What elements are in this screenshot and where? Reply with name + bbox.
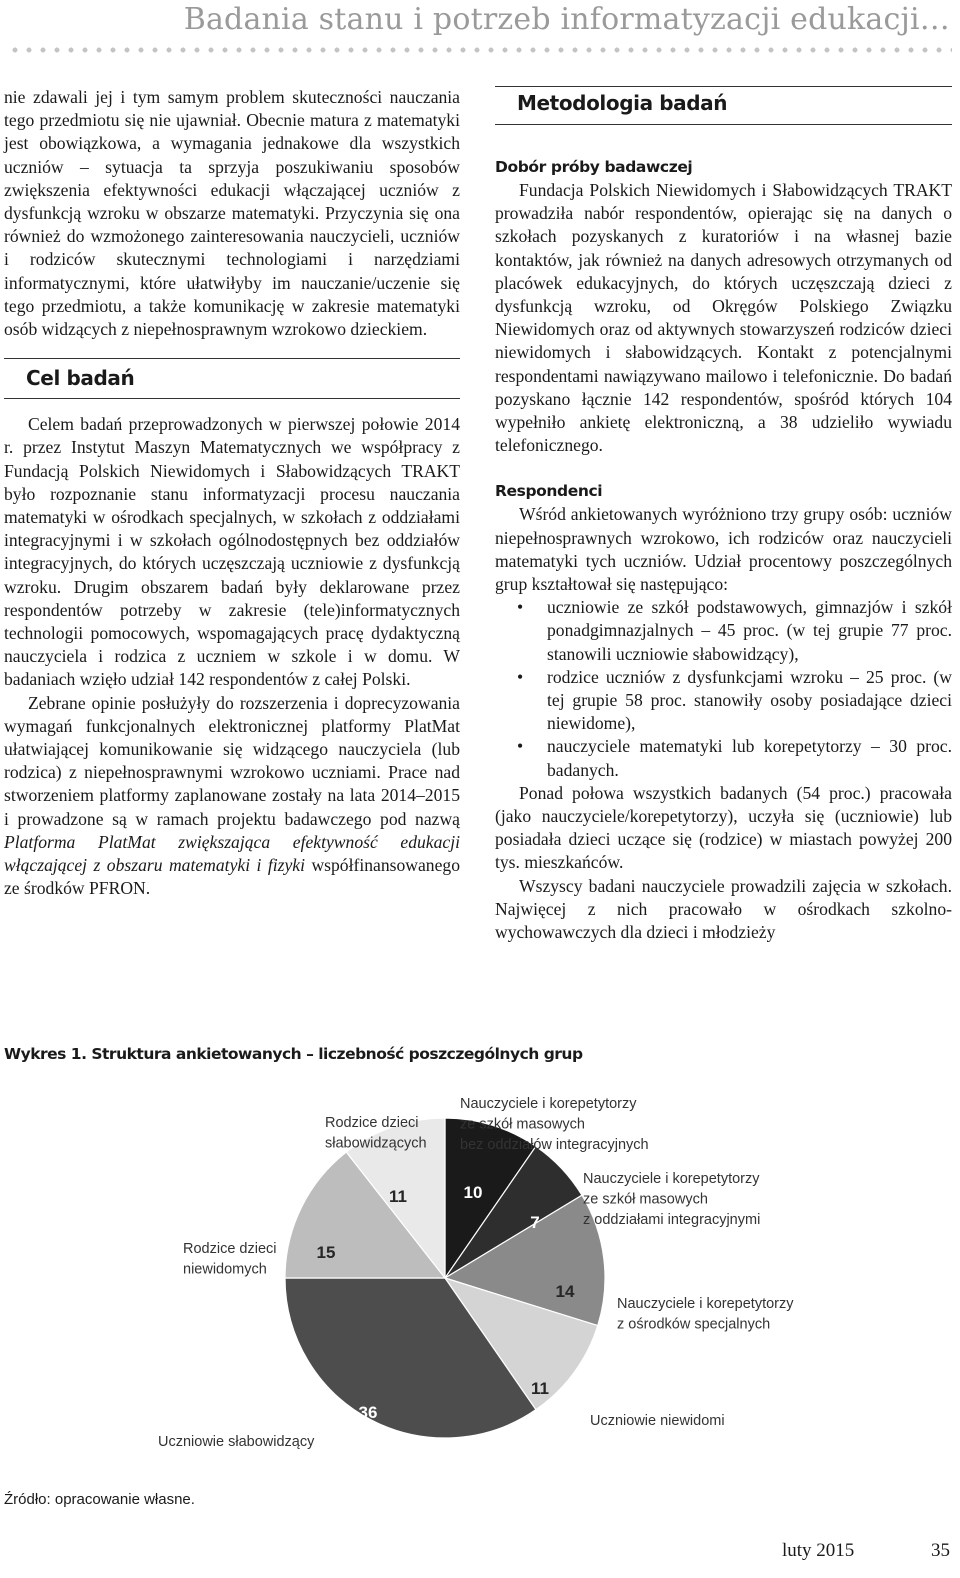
slice-category-label — [583, 1171, 760, 1228]
label-line: Rodzice dzieci — [325, 1115, 419, 1131]
label-line: ze szkół masowych — [460, 1116, 585, 1133]
header-dotted-rule — [8, 47, 952, 53]
slice-category-label — [617, 1296, 794, 1333]
section-cel-badan — [4, 358, 460, 399]
right-paragraph-4: Wszyscy badani nauczyciele prowadzili zajęcia w szkołach. Najwięcej z nich pracowało w ośrodkach szkolno-wychowawczych dla dzieci i młodzieży — [495, 875, 952, 943]
slice-value-label: 11 — [389, 1187, 407, 1206]
left-paragraph-3 — [4, 692, 460, 901]
left-paragraph-1: nie zdawali jej i tym samym problem skuteczności nauczania tego przedmiotu się nie ujawniał. Obecnie matura z matematyki jest obowiązkowa, a wymagania jednakowe dla wszystkich uczniów – sytuacja ta sprzyja poszukiwaniu sposobów zwiększenia efektywności edukacji włączającej uczniów z dysfunkcją wzroku w obszarze matematyki. Przyczynia się ona również do wzmożonego zainteresowania nauczycieli, uczniów i rodziców skutecznymi technologiami i narzędziami informatycznymi, które ułatwiłyby im nauczanie/uczenie się tego przedmiotu, a także komunikację w zakresie matematyki osób widzących z niepełnosprawnym wzrokowo dzieckiem. — [4, 87, 460, 340]
right-paragraph-1: Fundacja Polskich Niewidomych i Słabowidzących TRAKT prowadziła nabór respondentów, opierając się na danych o szkołach pozyskanych z kuratoriów i na własnej bazie kontaktów, jak również na danych adresowych otrzymanych od placówek edukacyjnych, do których uczęszczają dzieci z dysfunkcją wzroku, od Okręgów Polskiego Związku Niewidomych oraz od aktywnych stowarzyszeń rodziców dzieci niewidomych i słabowidzących. Kontakt z potencjalnymi respondentami nawiązywano mailowo i telefonicznie. Do badań pozyskano łącznie 142 respondentów, spośród których 104 wypełniło ankietę elektroniczną, a 38 udzieliło wywiadu telefonicznego. — [495, 180, 952, 456]
label-line: Uczniowie słabowidzący — [158, 1434, 315, 1450]
project-title: Platforma PlatMat zwiększająca efektywność edukacji włączającej z obszaru matematyki i fizyki — [4, 831, 460, 876]
slice-category-label — [158, 1434, 315, 1450]
figure-title: Wykres 1. Struktura ankietowanych – liczebność poszczególnych grup — [4, 1045, 583, 1063]
figure-source: Źródło: opracowanie własne. — [4, 1491, 195, 1508]
slice-value-label: 36 — [358, 1403, 378, 1422]
subheading-dobor: Dobór próby badawczej — [495, 158, 693, 176]
label-line: z oddziałami integracyjnymi — [583, 1212, 761, 1228]
pie-chart — [0, 1075, 960, 1475]
slice-value-label: 10 — [463, 1183, 483, 1202]
slice-value-label: 11 — [531, 1379, 549, 1398]
list-item: • rodzice uczniów z dysfunkcjami wzroku – 25 proc. (w tej grupie 58 proc. stanowiły osoby posiadające dzieci niewidome), — [495, 666, 952, 736]
issue-date: luty 2015 — [782, 1540, 855, 1561]
text-run: Zebrane opinie posłużyły do rozszerzenia i doprecyzowania wymagań funkcjonalnych elektronicznej platformy PlatMat ułatwiającej komunikowanie się widzącego nauczyciela (lub rodzica) z niepełnosprawnymi wzrokowo uczniami. Prace nad stworzeniem platformy zaplanowane zostały na lata 2014–2015 i prowadzone są w ramach projektu badawczego pod nazwą — [4, 692, 460, 829]
slice-category-label — [460, 1096, 649, 1153]
label-line: Nauczyciele i korepetytorzy — [583, 1171, 760, 1187]
label-line: Nauczyciele i korepetytorzy — [617, 1296, 794, 1312]
section-metodologia — [495, 86, 952, 125]
section-heading: Metodologia badań — [517, 91, 728, 115]
right-column — [495, 86, 952, 944]
text-run: współfinansowanego ze środków PFRON. — [4, 855, 460, 899]
label-line: bez oddziałów integracyjnych — [460, 1137, 649, 1153]
list-item: • uczniowie ze szkół podstawowych, gimnazjów i szkół ponadgimnazjalnych – 45 proc. (w tej grupie 77 proc. stanowili uczniowie słabowidzący), — [495, 596, 952, 666]
page-number: 35 — [931, 1540, 950, 1561]
section-heading: Cel badań — [26, 366, 135, 391]
label-line: Rodzice dzieci — [183, 1241, 277, 1257]
bullet-list — [495, 596, 952, 782]
slice-category-label — [590, 1413, 725, 1429]
label-line: słabowidzących — [325, 1135, 427, 1152]
running-head: Badania stanu i potrzeb informatyzacji edukacji… — [183, 2, 950, 37]
subheading-respondenci: Respondenci — [495, 482, 603, 501]
left-paragraph-2: Celem badań przeprowadzonych w pierwszej połowie 2014 r. przez Instytut Maszyn Matematycznych we współpracy z Fundacją Polskich Niewidomych i Słabowidzących TRAKT było rozpoznanie stanu informatyzacji procesu nauczania matematyki w ośrodkach specjalnych, w szkołach z oddziałami integracyjnymi i w szkołach ogólnodostępnych bez oddziałów integracyjnych, do których uczęszczają uczniowie z dysfunkcją wzroku. Drugim obszarem badań były deklarowane przez respondentów potrzeby w zakresie (tele)informatycznych technologii pomocowych, wspomagających pracę dydaktyczną nauczyciela i rodzica z uczniem w szkole i w domu. W badaniach wzięło udział 142 respondentów z całej Polski. — [4, 414, 460, 690]
label-line: niewidomych — [183, 1261, 267, 1278]
slice-value-label: 15 — [316, 1243, 336, 1262]
right-paragraph-3: Ponad połowa wszystkich badanych (54 proc.) pracowała (jako nauczyciele/korepetytorzy), uczyła się (uczniowie) lub posiadała dzieci uczące się (rodzice) w miastach powyżej 200 tys. mieszkańców. — [495, 782, 952, 873]
label-line: z ośrodków specjalnych — [617, 1316, 771, 1333]
label-line: Nauczyciele i korepetytorzy — [460, 1096, 637, 1112]
list-item: • nauczyciele matematyki lub korepetytorzy – 30 proc. badanych. — [495, 735, 952, 781]
pie-wedges — [285, 1118, 605, 1438]
left-column — [4, 86, 460, 901]
label-line: ze szkół masowych — [583, 1191, 708, 1208]
slice-value-label: 7 — [530, 1213, 540, 1232]
slice-value-label: 14 — [555, 1282, 575, 1301]
slice-category-label — [183, 1241, 277, 1278]
label-line: Uczniowie niewidomi — [590, 1413, 725, 1429]
right-paragraph-2: Wśród ankietowanych wyróżniono trzy grupy osób: uczniów niepełnosprawnych wzrokowo, ich rodziców oraz nauczycieli matematyki tych uczniów. Udział procentowy poszczególnych grup kształtował się następująco: — [495, 504, 952, 595]
